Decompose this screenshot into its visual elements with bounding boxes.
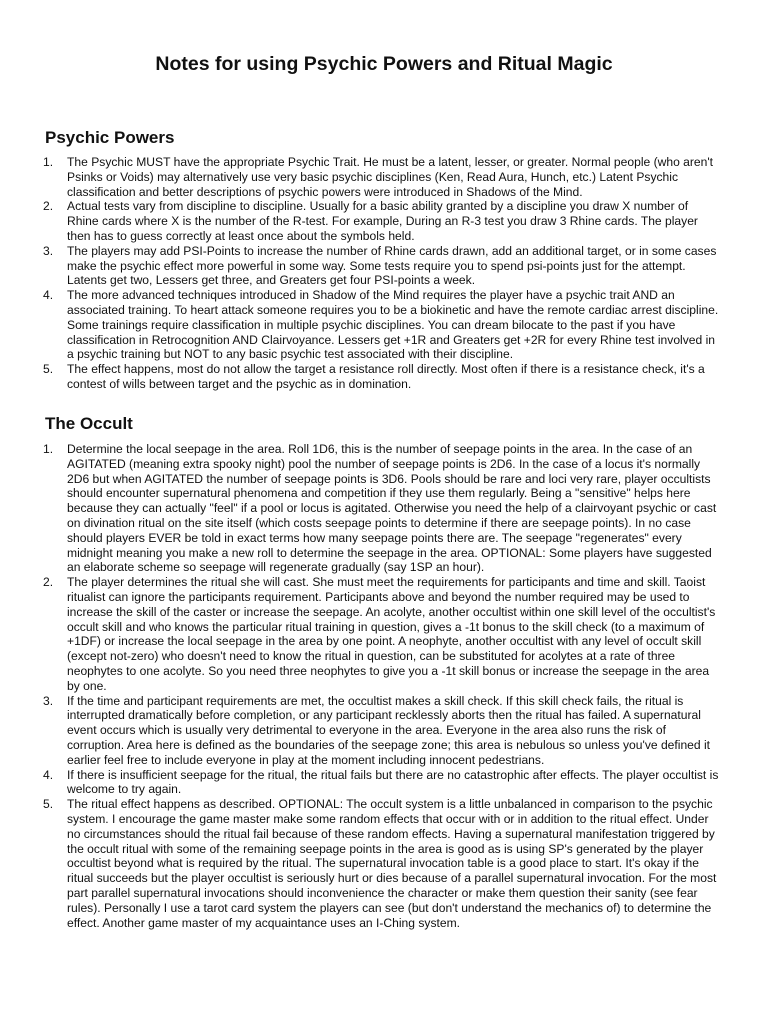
page-title: Notes for using Psychic Powers and Ritual Magic [155, 53, 613, 75]
list-item [40, 244, 720, 288]
section-heading-the-occult: The Occult [45, 414, 133, 433]
list-item-text: The player determines the ritual she will cast. She must meet the requirements for participants and time and skill. Taoist ritualist can ignore the participants requirement. Participants above and beyond the number required may be used to increase the skill of the caster or increase the seepage. An acolyte, another occultist within one skill level of the occultist's occult skill and who knows the particular ritual training in question, gives a -1t bonus to the skill check (to a maximum of +1DF) or increase the local seepage in the area by one point. A neophyte, another occultist with any level of occult skill (except not-zero) who doesn't need to know the ritual in question, can be substituted for acolytes at a rate of three neophytes to one acolyte. So you need three neophytes to give you a -1t skill bonus or increase the seepage in the area by one. [67, 575, 716, 693]
list-item-text: Determine the local seepage in the area. Roll 1D6, this is the number of seepage points in the area. In the case of an AGITATED (meaning extra spooky night) pool the number of seepage points is 2D6. In the case of a locus it's normally 2D6 but when AGITATED the number of seepage points is 3D6. Pools should be rare and loci very rare, player occultists should encounter supernatural phenomena and competition if they use them regularly. Being a "sensitive" helps here because they can actually "feel" if a pool or locus is agitated. Otherwise you need the help of a clairvoyant psychic or cast on divination ritual on the site itself (which costs seepage points to determine if there are seepage points). In no case should players EVER be told in exact terms how many seepage points there are. The seepage "regenerates" every midnight meaning you make a new roll to determine the seepage in the area. OPTIONAL: Some players have suggested an elaborate scheme so seepage will regenerate gradually (say 1SP an hour). [67, 442, 717, 575]
list-item [40, 575, 720, 693]
list-item-number: 1. [43, 155, 54, 169]
psychic-powers-list [40, 155, 720, 392]
list-item-text: If the time and participant requirements are met, the occultist makes a skill check. If this skill check fails, the ritual is interrupted dramatically before completion, or any participant recklessly aborts then the ritual has failed. A supernatural event occurs which is usually very detrimental to everyone in the area. Everyone in the area also runs the risk of corruption. Area here is defined as the boundaries of the seepage zone; this area is nebulous so unless you've defined it earlier feel free to include everyone in play at the moment including innocent pedestrians. [67, 693, 711, 767]
list-item [40, 155, 720, 199]
list-item-number: 3. [43, 243, 54, 258]
list-item [40, 694, 720, 768]
list-item-number: 2. [43, 199, 54, 214]
list-item-text: The effect happens, most do not allow the target a resistance roll directly. Most often if there is a resistance check, it's a contest of wills between target and the psychic as in domination. [67, 362, 705, 391]
list-item [40, 288, 720, 362]
list-item [40, 362, 720, 392]
list-item-text: If there is insufficient seepage for the ritual, the ritual fails but there are no catastrophic after effects. The player occultist is welcome to try again. [67, 767, 719, 797]
list-item-text: The more advanced techniques introduced in Shadow of the Mind requires the player have a psychic trait AND an associated training. To heart attack someone requires you to be a biokinetic and have the remote cardiac arrest discipline. Some trainings require classification in multiple psychic disciplines. You can dream bilocate to the past if you have classification in Retrocognition AND Clairvoyance. Lessers get +1R and Greaters get +2R for every Rhine test involved in a psychic training but NOT to any basic psychic test associated with their discipline. [67, 288, 719, 362]
list-item-number: 4. [43, 767, 54, 782]
section-heading-psychic-powers: Psychic Powers [45, 128, 175, 147]
list-item-number: 2. [43, 575, 54, 590]
list-item [40, 797, 720, 930]
list-item [40, 442, 720, 575]
list-item-number: 3. [43, 693, 54, 708]
list-item-text: The ritual effect happens as described. OPTIONAL: The occult system is a little unbalanced in comparison to the psychic system. I encourage the game master make some random effects that occur with or in addition to the ritual effect. Under no circumstances should the ritual fail because of these random effects. Having a supernatural manifestation triggered by the occult ritual with some of the remaining seepage points in the area is good as is using SP's generated by the player occultist beyond what is required by the ritual. The supernatural invocation table is a good place to start. It's okay if the ritual succeeds but the player occultist is seriously hurt or dies because of a parallel supernatural invocation. For the most part parallel supernatural invocations should inconvenience the character or make them question their sanity (see fear rules). Personally I use a tarot card system the players can see (but don't understand the mechanics of) to determine the effect. Another game master of my acquaintance uses an I-Ching system. [67, 797, 717, 930]
list-item-number: 1. [43, 442, 54, 456]
list-item-number: 5. [43, 797, 54, 812]
list-item-number: 4. [43, 288, 54, 303]
occult-list [40, 442, 720, 930]
list-item [40, 768, 720, 798]
list-item [40, 199, 720, 243]
list-item-text: Actual tests vary from discipline to discipline. Usually for a basic ability granted by a discipline you draw X number of Rhine cards where X is the number of the R-test. For example, During an R-3 test you draw 3 Rhine cards. The player then has to guess correctly at least once about the symbols held. [67, 199, 698, 243]
list-item-text: The players may add PSI-Points to increase the number of Rhine cards drawn, add an additional target, or in some cases make the psychic effect more powerful in some way. Some tests require you to spend psi-points just for the attempt. Latents get two, Lessers get three, and Greaters get four PSI-points a week. [67, 243, 717, 288]
list-item-text: The Psychic MUST have the appropriate Psychic Trait. He must be a latent, lesser, or greater. Normal people (who aren't Psinks or Voids) may alternatively use very basic psychic disciplines (Ken, Read Aura, Hunch, etc.) Latent Psychic classification and better descriptions of psychic powers were introduced in Shadows of the Mind. [67, 155, 714, 199]
list-item-number: 5. [43, 362, 54, 377]
